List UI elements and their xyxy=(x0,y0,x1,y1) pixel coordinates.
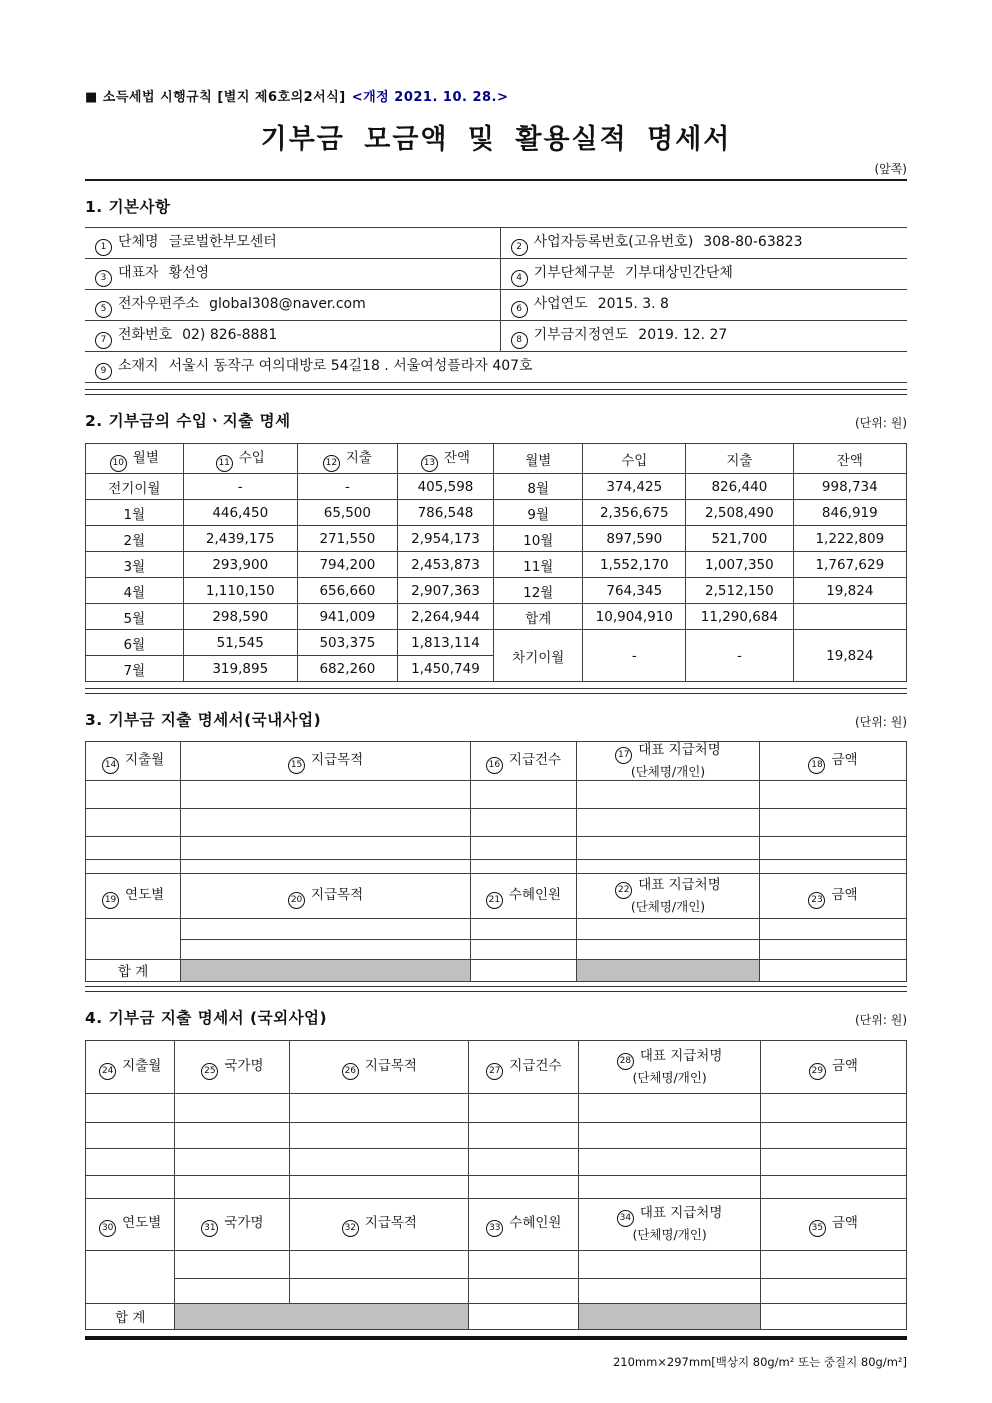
cell: 5월 xyxy=(86,604,184,630)
empty-cell xyxy=(760,836,907,859)
empty-cell xyxy=(469,1250,579,1278)
cell: 846,919 xyxy=(793,500,906,526)
table-row xyxy=(86,604,907,630)
circled-number: 7 xyxy=(95,332,112,349)
section-divider xyxy=(85,389,907,395)
circled-number: 24 xyxy=(99,1063,116,1080)
circled-number: 2 xyxy=(511,239,528,256)
empty-cell xyxy=(760,959,907,981)
column-header: 22 대표 지급처명 (단체명/개인) xyxy=(576,873,759,918)
circled-number: 31 xyxy=(201,1220,218,1237)
table-row xyxy=(86,918,907,939)
table-header-row xyxy=(86,444,907,474)
field-cell xyxy=(500,228,907,259)
column-header: 35 금액 xyxy=(760,1198,906,1250)
empty-cell xyxy=(760,1175,906,1198)
cell: 1,450,749 xyxy=(397,656,493,682)
column-header: 33 수혜인원 xyxy=(469,1198,579,1250)
field-label: 기부단체구분 xyxy=(533,264,615,281)
empty-cell xyxy=(86,859,181,873)
empty-cell xyxy=(290,1148,469,1175)
circled-number: 9 xyxy=(95,363,112,380)
column-header: 14 지출월 xyxy=(86,742,181,781)
empty-cell xyxy=(175,1278,290,1303)
cell: 합계 xyxy=(494,604,583,630)
empty-cell xyxy=(175,1122,290,1148)
empty-cell xyxy=(471,918,577,939)
empty-cell xyxy=(579,1122,760,1148)
empty-cell xyxy=(579,1148,760,1175)
column-header: 18 금액 xyxy=(760,742,907,781)
field-value: global308@naver.com xyxy=(209,295,366,312)
cell: 682,260 xyxy=(297,656,397,682)
empty-cell xyxy=(469,1122,579,1148)
field-value: 2019. 12. 27 xyxy=(638,326,728,343)
cell: 1,110,150 xyxy=(183,578,297,604)
circled-number: 6 xyxy=(511,301,528,318)
empty-cell xyxy=(290,1175,469,1198)
table-row xyxy=(86,1175,907,1198)
column-header: 24 지출월 xyxy=(86,1040,175,1093)
empty-cell xyxy=(86,808,181,836)
cell: - xyxy=(686,630,794,682)
empty-cell xyxy=(86,1093,175,1122)
basic-info-table xyxy=(85,227,907,383)
empty-cell xyxy=(86,1250,175,1303)
column-header: 25 국가명 xyxy=(175,1040,290,1093)
empty-cell xyxy=(760,859,907,873)
column-header: 32 지급목적 xyxy=(290,1198,469,1250)
revision-note: <개정 2021. 10. 28.> xyxy=(351,90,509,105)
table-row xyxy=(86,500,907,526)
circled-number: 30 xyxy=(99,1220,116,1237)
table-row xyxy=(86,939,907,959)
column-header: 31 국가명 xyxy=(175,1198,290,1250)
empty-cell xyxy=(181,918,471,939)
empty-cell xyxy=(576,780,759,808)
column-header: 지출 xyxy=(686,444,794,474)
cell: 2,453,873 xyxy=(397,552,493,578)
field-cell xyxy=(500,259,907,290)
cell: 405,598 xyxy=(397,474,493,500)
cell: 차기이월 xyxy=(494,630,583,682)
column-header: 수입 xyxy=(583,444,686,474)
circled-number: 11 xyxy=(216,455,233,472)
empty-cell xyxy=(579,1250,760,1278)
table-row xyxy=(86,1148,907,1175)
empty-cell xyxy=(576,836,759,859)
cell: 2,508,490 xyxy=(686,500,794,526)
empty-cell xyxy=(175,1175,290,1198)
page-content xyxy=(85,0,907,1370)
empty-cell xyxy=(471,780,577,808)
empty-cell xyxy=(86,918,181,959)
column-header: 28 대표 지급처명 (단체명/개인) xyxy=(579,1040,760,1093)
table-row xyxy=(86,526,907,552)
cell: 1,813,114 xyxy=(397,630,493,656)
empty-cell xyxy=(175,1148,290,1175)
section2-heading-row xyxy=(85,409,907,431)
unit-label: (단위: 원) xyxy=(855,715,907,729)
total-label-cell: 합 계 xyxy=(86,959,181,981)
empty-cell xyxy=(290,1250,469,1278)
basic-info-row xyxy=(85,259,907,290)
column-header-subtext: (단체명/개인) xyxy=(630,764,706,779)
empty-cell xyxy=(579,1278,760,1303)
section4-heading-row xyxy=(85,1006,907,1028)
column-header: 21 수혜인원 xyxy=(471,873,577,918)
empty-cell xyxy=(760,1278,906,1303)
empty-cell xyxy=(576,859,759,873)
cell: - xyxy=(583,630,686,682)
unit-label: (단위: 원) xyxy=(855,1012,907,1027)
empty-cell xyxy=(469,1303,579,1329)
cell: 271,550 xyxy=(297,526,397,552)
column-header: 월별 xyxy=(494,444,583,474)
cell: 2,264,944 xyxy=(397,604,493,630)
cell: 11,290,684 xyxy=(686,604,794,630)
column-header: 29 금액 xyxy=(760,1040,906,1093)
column-header: 잔액 xyxy=(793,444,906,474)
cell: 19,824 xyxy=(793,578,906,604)
circled-number: 18 xyxy=(808,757,825,774)
empty-cell xyxy=(86,836,181,859)
cell: 897,590 xyxy=(583,526,686,552)
cell: 656,660 xyxy=(297,578,397,604)
monthly-io-table xyxy=(85,443,907,682)
paper-spec: 210mm×297mm[백상지 80g/m² 또는 중질지 80g/m²] xyxy=(612,1354,907,1369)
cell: 826,440 xyxy=(686,474,794,500)
field-label: 기부금지정연도 xyxy=(533,326,629,343)
field-cell xyxy=(85,352,907,383)
empty-cell xyxy=(290,1122,469,1148)
cell: 298,590 xyxy=(183,604,297,630)
basic-info-row xyxy=(85,290,907,321)
field-value: 글로벌한부모센터 xyxy=(168,233,277,250)
circled-number: 15 xyxy=(288,757,305,774)
circled-number: 25 xyxy=(201,1063,218,1080)
empty-cell xyxy=(471,859,577,873)
circled-number: 22 xyxy=(615,882,632,899)
table-row xyxy=(86,1122,907,1148)
empty-cell xyxy=(760,780,907,808)
field-cell xyxy=(85,290,500,321)
column-header-subtext: (단체명/개인) xyxy=(632,1227,707,1243)
empty-cell xyxy=(290,1093,469,1122)
empty-cell xyxy=(469,1093,579,1122)
table-header-row xyxy=(86,1198,907,1250)
overseas-expense-table xyxy=(85,1040,907,1330)
field-label: 소재지 xyxy=(118,357,159,374)
table-row xyxy=(86,1250,907,1278)
empty-cell xyxy=(290,1278,469,1303)
circled-number: 14 xyxy=(102,757,119,774)
circled-number: 21 xyxy=(486,892,503,909)
circled-number: 27 xyxy=(486,1063,503,1080)
field-label: 전화번호 xyxy=(118,326,173,343)
empty-cell xyxy=(86,1148,175,1175)
field-cell xyxy=(500,290,907,321)
section3-heading: 3. 기부금 지출 명세서(국내사업) xyxy=(85,711,322,729)
table-row xyxy=(86,474,907,500)
field-cell xyxy=(500,321,907,352)
circled-number: 23 xyxy=(808,892,825,909)
cell: 전기이월 xyxy=(86,474,184,500)
field-value: 2015. 3. 8 xyxy=(597,295,669,312)
empty-cell xyxy=(181,939,471,959)
section3-heading-row xyxy=(85,708,907,730)
cell: 9월 xyxy=(494,500,583,526)
field-value: 02) 826-8881 xyxy=(182,326,278,343)
cell: 2,954,173 xyxy=(397,526,493,552)
column-header-subtext: (단체명/개인) xyxy=(632,1069,707,1085)
cell: 11월 xyxy=(494,552,583,578)
field-label: 사업자등록번호(고유번호) xyxy=(533,233,694,250)
table-row xyxy=(86,630,907,656)
section1-heading-row xyxy=(85,195,907,217)
cell: 10,904,910 xyxy=(583,604,686,630)
circled-number: 4 xyxy=(511,270,528,287)
cell: - xyxy=(297,474,397,500)
cell: 1,222,809 xyxy=(793,526,906,552)
empty-cell xyxy=(579,1093,760,1122)
table-row xyxy=(86,808,907,836)
empty-cell xyxy=(793,604,906,630)
circled-number: 1 xyxy=(95,239,112,256)
cell: 764,345 xyxy=(583,578,686,604)
cell: 446,450 xyxy=(183,500,297,526)
regulation-note: ■ 소득세법 시행규칙 [별지 제6호의2서식] xyxy=(85,90,346,105)
column-header: 30 연도별 xyxy=(86,1198,175,1250)
section2-heading: 2. 기부금의 수입ㆍ지출 명세 xyxy=(85,412,291,430)
domestic-expense-table xyxy=(85,741,907,982)
circled-number: 17 xyxy=(615,747,632,764)
field-cell xyxy=(85,228,500,259)
total-row xyxy=(86,959,907,981)
cell: 10월 xyxy=(494,526,583,552)
cell: 7월 xyxy=(86,656,184,682)
circled-number: 28 xyxy=(617,1053,634,1070)
empty-cell xyxy=(760,939,907,959)
field-label: 사업연도 xyxy=(533,295,588,312)
field-value: 서울시 동작구 여의대방로 54길18 . 서울여성플라자 407호 xyxy=(168,357,533,374)
circled-number: 8 xyxy=(511,332,528,349)
cell: 8월 xyxy=(494,474,583,500)
total-fill-cell xyxy=(579,1303,760,1329)
empty-cell xyxy=(471,959,577,981)
empty-cell xyxy=(760,918,907,939)
cell: 3월 xyxy=(86,552,184,578)
field-value: 황선영 xyxy=(168,264,210,281)
cell: 374,425 xyxy=(583,474,686,500)
section4-heading: 4. 기부금 지출 명세서 (국외사업) xyxy=(85,1008,328,1027)
circled-number: 13 xyxy=(421,455,438,472)
empty-cell xyxy=(175,1093,290,1122)
column-header: 13 잔액 xyxy=(397,444,493,474)
circled-number: 26 xyxy=(342,1063,359,1080)
unit-label: (단위: 원) xyxy=(855,416,907,430)
cell: 6월 xyxy=(86,630,184,656)
circled-number: 32 xyxy=(342,1220,359,1237)
empty-cell xyxy=(86,1122,175,1148)
cell: 2,356,675 xyxy=(583,500,686,526)
empty-cell xyxy=(579,1175,760,1198)
circled-number: 19 xyxy=(102,892,119,909)
empty-cell xyxy=(181,859,471,873)
basic-info-row xyxy=(85,352,907,383)
basic-info-row xyxy=(85,321,907,352)
total-fill-cell xyxy=(576,959,759,981)
empty-cell xyxy=(86,1175,175,1198)
column-header: 20 지급목적 xyxy=(181,873,471,918)
cell: 2,907,363 xyxy=(397,578,493,604)
empty-cell xyxy=(471,808,577,836)
circled-number: 3 xyxy=(95,270,112,287)
cell: 319,895 xyxy=(183,656,297,682)
empty-cell xyxy=(471,836,577,859)
bottom-rule xyxy=(85,1336,907,1340)
field-cell xyxy=(85,321,500,352)
cell: 941,009 xyxy=(297,604,397,630)
table-header-row xyxy=(86,1040,907,1093)
cell: 1월 xyxy=(86,500,184,526)
column-header: 10 월별 xyxy=(86,444,184,474)
cell: 2,439,175 xyxy=(183,526,297,552)
basic-info-row xyxy=(85,228,907,259)
field-label: 대표자 xyxy=(118,264,159,281)
empty-cell xyxy=(86,780,181,808)
cell: - xyxy=(183,474,297,500)
cell: 2월 xyxy=(86,526,184,552)
empty-cell xyxy=(181,836,471,859)
circled-number: 35 xyxy=(809,1220,826,1237)
circled-number: 34 xyxy=(617,1210,634,1227)
cell: 293,900 xyxy=(183,552,297,578)
cell: 998,734 xyxy=(793,474,906,500)
table-row xyxy=(86,859,907,873)
circled-number: 12 xyxy=(323,455,340,472)
header-rule xyxy=(85,179,907,181)
section-divider xyxy=(85,986,907,992)
table-row xyxy=(86,780,907,808)
cell: 1,007,350 xyxy=(686,552,794,578)
empty-cell xyxy=(760,1148,906,1175)
empty-cell xyxy=(760,1250,906,1278)
form-note xyxy=(85,86,907,105)
table-row xyxy=(86,1278,907,1303)
cell: 1,552,170 xyxy=(583,552,686,578)
empty-cell xyxy=(471,939,577,959)
circled-number: 5 xyxy=(95,301,112,318)
table-header-row xyxy=(86,873,907,918)
cell: 4월 xyxy=(86,578,184,604)
cell: 2,512,150 xyxy=(686,578,794,604)
column-header: 19 연도별 xyxy=(86,873,181,918)
column-header-subtext: (단체명/개인) xyxy=(630,898,706,914)
page-title: 기부금 모금액 및 활용실적 명세서 xyxy=(260,124,732,155)
empty-cell xyxy=(175,1250,290,1278)
total-label-cell: 합 계 xyxy=(86,1303,175,1329)
total-row xyxy=(86,1303,907,1329)
column-header: 12 지출 xyxy=(297,444,397,474)
circled-number: 16 xyxy=(486,757,503,774)
field-label: 전자우편주소 xyxy=(118,295,200,312)
empty-cell xyxy=(181,808,471,836)
empty-cell xyxy=(576,808,759,836)
column-header: 11 수입 xyxy=(183,444,297,474)
empty-cell xyxy=(760,808,907,836)
empty-cell xyxy=(469,1278,579,1303)
column-header: 27 지급건수 xyxy=(469,1040,579,1093)
field-label: 단체명 xyxy=(118,233,159,250)
table-row xyxy=(86,1093,907,1122)
circled-number: 29 xyxy=(809,1063,826,1080)
field-value: 308-80-63823 xyxy=(703,233,803,250)
column-header: 15 지급목적 xyxy=(181,742,471,781)
cell: 12월 xyxy=(494,578,583,604)
field-value: 기부대상민간단체 xyxy=(624,264,733,281)
total-fill-cell xyxy=(175,1303,469,1329)
empty-cell xyxy=(760,1303,906,1329)
column-header: 26 지급목적 xyxy=(290,1040,469,1093)
circled-number: 10 xyxy=(110,455,127,472)
column-header: 16 지급건수 xyxy=(471,742,577,781)
table-row xyxy=(86,578,907,604)
empty-cell xyxy=(760,1093,906,1122)
cell: 51,545 xyxy=(183,630,297,656)
table-header-row xyxy=(86,742,907,781)
cell: 794,200 xyxy=(297,552,397,578)
total-fill-cell xyxy=(181,959,471,981)
column-header: 34 대표 지급처명 (단체명/개인) xyxy=(579,1198,760,1250)
cell: 1,767,629 xyxy=(793,552,906,578)
cell: 19,824 xyxy=(793,630,906,682)
page-side-label: (앞쪽) xyxy=(874,162,907,176)
circled-number: 20 xyxy=(288,892,305,909)
cell: 521,700 xyxy=(686,526,794,552)
empty-cell xyxy=(576,939,759,959)
column-header: 17 대표 지급처명 (단체명/개인) xyxy=(576,742,759,781)
cell: 503,375 xyxy=(297,630,397,656)
cell: 786,548 xyxy=(397,500,493,526)
section1-heading: 1. 기본사항 xyxy=(85,198,171,216)
table-row xyxy=(86,836,907,859)
empty-cell xyxy=(760,1122,906,1148)
cell: 65,500 xyxy=(297,500,397,526)
empty-cell xyxy=(469,1175,579,1198)
field-cell xyxy=(85,259,500,290)
section-divider xyxy=(85,688,907,694)
circled-number: 33 xyxy=(486,1220,503,1237)
empty-cell xyxy=(469,1148,579,1175)
table-row xyxy=(86,552,907,578)
empty-cell xyxy=(181,780,471,808)
column-header: 23 금액 xyxy=(760,873,907,918)
empty-cell xyxy=(576,918,759,939)
